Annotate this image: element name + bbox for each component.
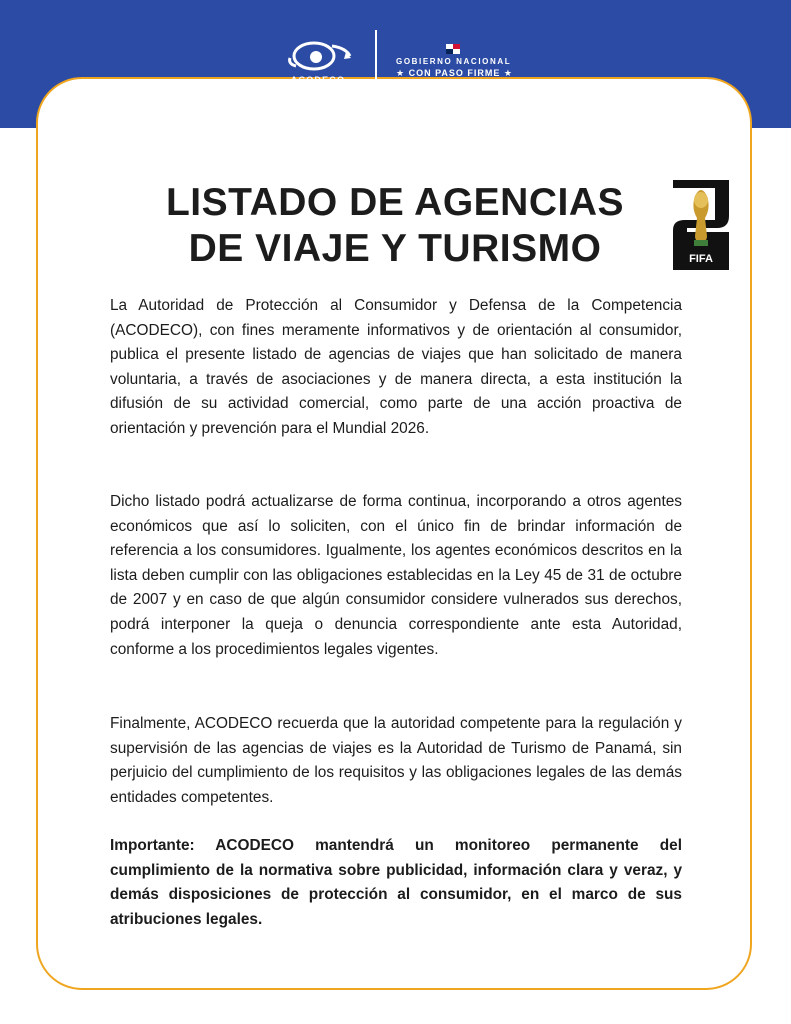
paragraph-intro: La Autoridad de Protección al Consumidor y Defensa de la Competencia (ACODECO), con fines meramente informativos y de orientación al consumidor, publica el presente listado de agencias de viajes que han solicitado de manera voluntaria, a través de asociaciones y de manera directa, a esta institución la difusión de su actividad comercial, como parte de una acción proactiva de orientación y prevención para el Mundial 2026. <box>110 297 682 437</box>
logo-divider <box>375 30 377 96</box>
header-logos <box>0 28 791 98</box>
gov-line2: ★ CON PASO FIRME ★ <box>396 68 513 78</box>
title-line1: LISTADO DE AGENCIAS <box>165 181 625 224</box>
fifa-badge-text: FIFA <box>689 253 713 265</box>
paragraph-important: Importante: ACODECO mantendrá un monitoreo permanente del cumplimiento de la normativa sobre publicidad, información clara y veraz, y demás disposiciones de protección al consumidor, en el marco de sus atribuciones legales. <box>110 837 682 928</box>
paragraph-authority: Finalmente, ACODECO recuerda que la autoridad competente para la regulación y supervisión de las agencias de viajes es la Autoridad de Turismo de Panamá, sin perjuicio del cumplimiento de los requisitos y las obligaciones legales de las demás entidades competentes. <box>110 715 682 806</box>
page-title <box>110 180 680 272</box>
paragraph-update: Dicho listado podrá actualizarse de forma continua, incorporando a otros agentes económicos que así lo soliciten, con el único fin de brindar información de referencia a los consumidores. Igualmente, los agentes económicos descritos en la lista deben cumplir con las obligaciones establecidas en la Ley 45 de 31 de octubre de 2007 y en caso de que algún consumidor considere vulnerados sus derechos, podrá interponer la queja o denuncia correspondiente ante esta Autoridad, conforme a los procedimientos legales vigentes. <box>110 493 682 658</box>
gov-line1: GOBIERNO NACIONAL <box>396 57 512 66</box>
acodeco-logo-text: ACODECO <box>290 75 346 85</box>
fifa-2026-trophy-icon <box>667 176 735 274</box>
panama-flag-icon <box>446 44 460 54</box>
title-line2: DE VIAJE Y TURISMO <box>188 227 602 270</box>
